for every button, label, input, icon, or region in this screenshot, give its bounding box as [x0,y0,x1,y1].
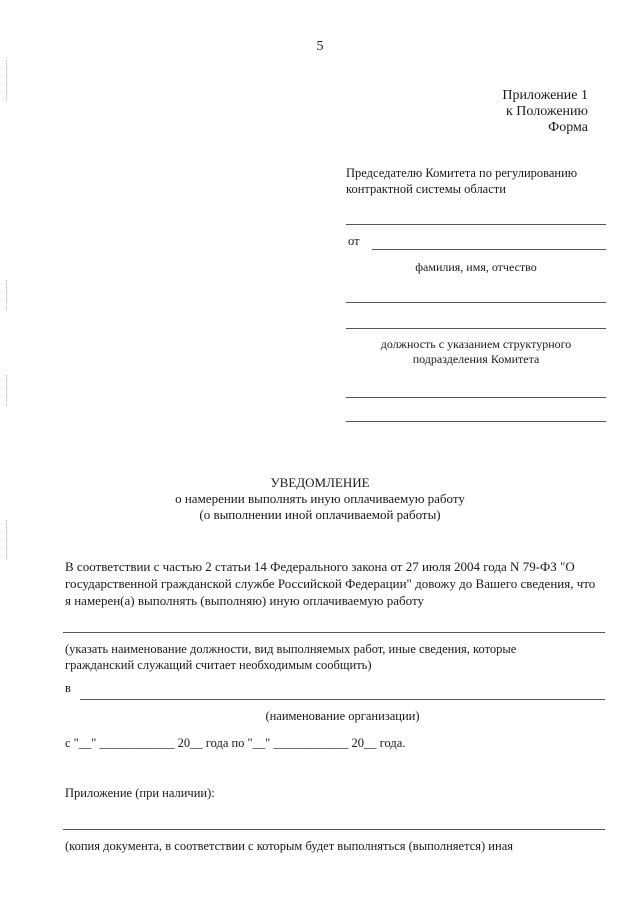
appendix-line-2: к Положению [505,104,588,119]
addressee-blank-line[interactable] [346,421,606,422]
position-caption [346,337,606,367]
position-caption-line-2: подразделения Комитета [412,352,540,366]
attachment-label: Приложение (при наличии): [65,786,215,800]
from-label: от [348,234,360,248]
work-caption-line-1: (указать наименование должности, вид выполняемых работ, иные сведения, которые [65,642,517,656]
body-paragraph [65,558,625,609]
in-label: в [65,681,71,695]
organization-blank-line[interactable] [80,699,605,700]
position-blank-line[interactable] [346,328,606,329]
paragraph-line-3: я намерен(а) выполнять (выполняю) иную оплачиваемую работу [65,593,424,608]
addressee-line-1: Председателю Комитета по регулированию [346,166,578,180]
paragraph-line-2: государственной гражданской службе Российской Федерации" довожу до Вашего сведения, что [65,576,596,591]
addressee-block [346,165,606,197]
addressee-line-2: контрактной системы области [346,182,506,196]
from-blank-line[interactable] [372,249,606,250]
paragraph-line-1: В соответствии с частью 2 статьи 14 Федерального закона от 27 июля 2004 года N 79-ФЗ "О [65,559,575,574]
addressee-blank-line[interactable] [346,224,606,225]
appendix-line-3: Форма [548,120,588,135]
scan-margin-mark [6,60,9,100]
work-caption-line-2: гражданский служащий считает необходимым сообщить) [65,658,372,672]
fio-caption: фамилия, имя, отчество [415,260,537,274]
scan-margin-mark [6,280,9,310]
attachment-caption: (копия документа, в соответствии с которым будет выполняться (выполняется) иная [65,839,513,853]
position-blank-line[interactable] [346,302,606,303]
page-number: 5 [316,39,324,54]
addressee-blank-line[interactable] [346,397,606,398]
scan-margin-mark [6,375,9,405]
position-caption-line-1: должность с указанием структурного [380,337,572,351]
organization-caption: (наименование организации) [265,709,420,723]
document-title [0,475,640,523]
scan-margin-mark [6,520,9,560]
title-sub-2: (о выполнении иной оплачиваемой работы) [199,507,441,522]
work-blank-line[interactable] [63,632,605,633]
title-sub-1: о намерении выполнять иную оплачиваемую работу [175,491,465,506]
dates-line[interactable]: с "__" ____________ 20__ года по "__" ____________ 20__ года. [65,736,406,750]
title-main: УВЕДОМЛЕНИЕ [270,475,370,490]
appendix-line-1: Приложение 1 [502,88,588,103]
appendix-header [380,88,588,136]
work-caption [65,641,625,673]
attachment-blank-line[interactable] [63,829,605,830]
